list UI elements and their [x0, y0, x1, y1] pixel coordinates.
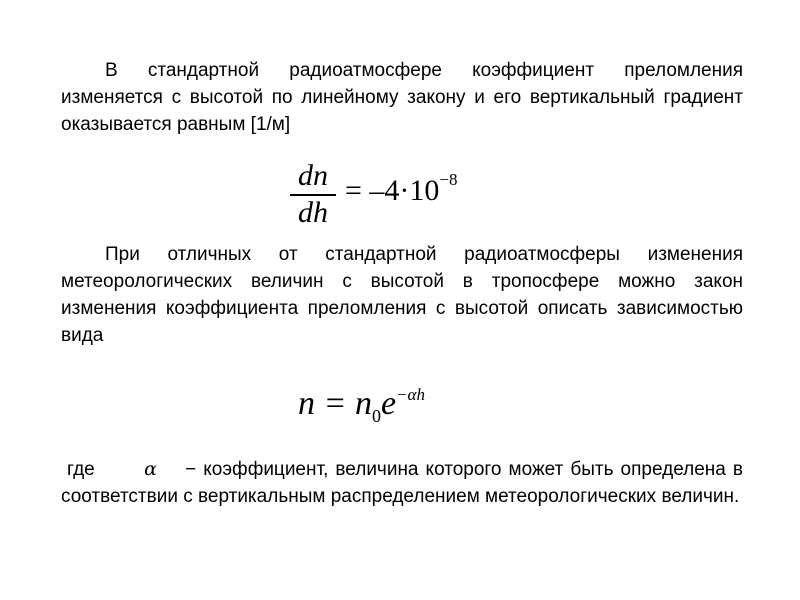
definition-lead: где [67, 459, 95, 480]
alpha-symbol: α [144, 458, 157, 480]
second-paragraph: При отличных от стандартной радиоатмосферы изменения метеорологических величин с высотой в тропосфере можно закон изменения коэффициента преломления с высотой описать зависимостью вида [61, 244, 743, 346]
intro-paragraph: В стандартной радиоатмосфере коэффициент преломления изменяется с высотой по линейному закону и его вертикальный градиент оказывается равным [1/м] [61, 60, 743, 135]
formula-rhs-exponent: −8 [439, 170, 458, 189]
fraction-denominator: dh [298, 195, 328, 229]
formula2-subscript: 0 [371, 405, 381, 426]
formula-rhs-value: = –4·10 [345, 174, 440, 207]
formula-rhs [345, 170, 458, 208]
fraction-numerator: dn [298, 159, 328, 192]
definition-text: − коэффициент, величина которого может быть определена в соответствии с вертикальным распределением метеорологических величин. [61, 459, 743, 507]
exponential-formula [298, 385, 425, 427]
definition-paragraph [61, 456, 743, 510]
formula2-base: e [380, 385, 397, 422]
formula2-exponent: −αh [396, 384, 425, 404]
formula2-lhs: n = n [298, 385, 372, 422]
derivative-fraction [290, 160, 336, 229]
